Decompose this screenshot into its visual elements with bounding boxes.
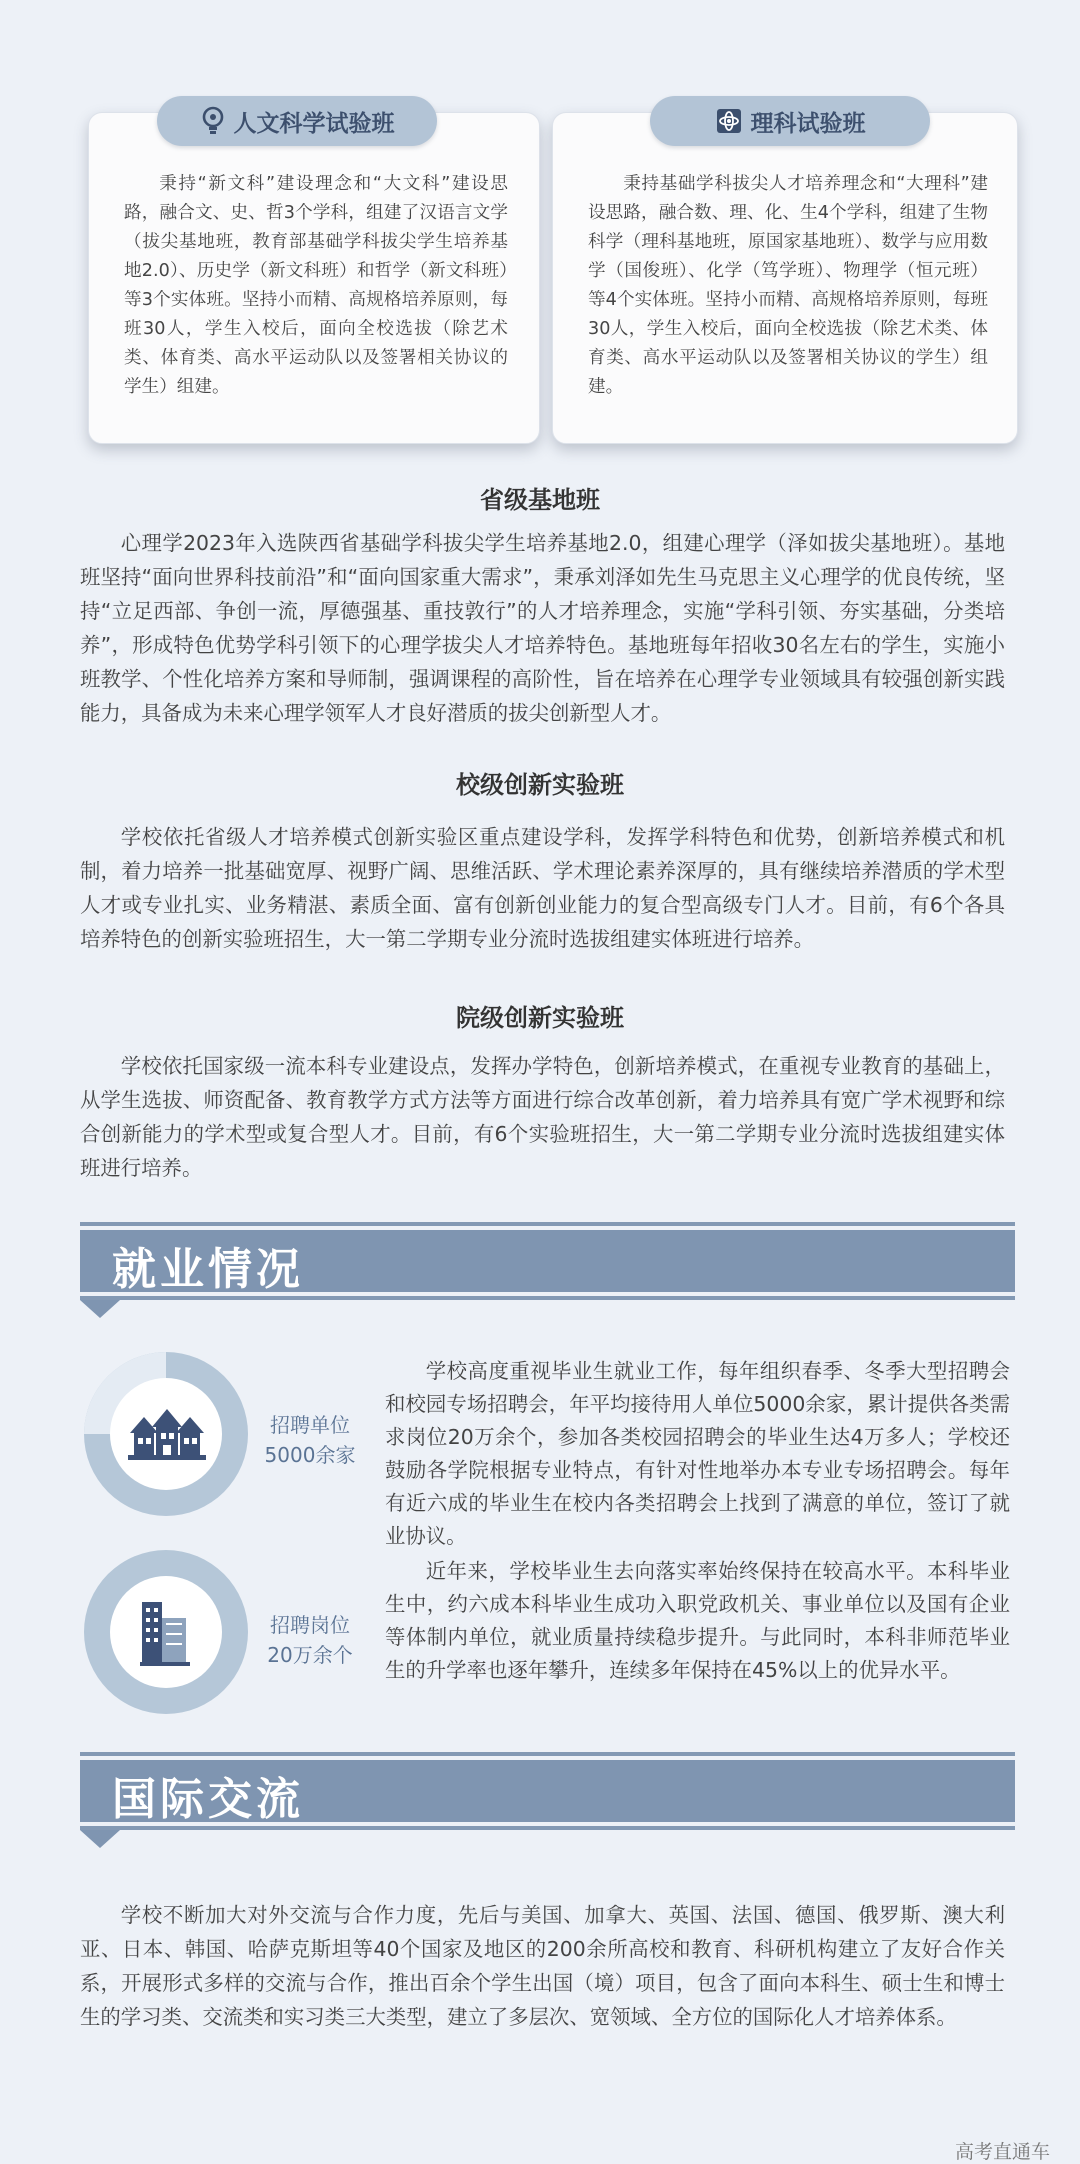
card-humanities-text: 秉持“新文科”建设理念和“大文科”建设思路，融合文、史、哲3个学科，组建了汉语言文学（拔尖基地班，教育部基础学科拔尖学生培养基地2.0）、历史学（新文科班）和哲学（新文科班）等3个实体班。坚持小而精、高规格培养原则，每班30人，学生入校后，面向全校选拔（除艺术类、体育类、高水平运动队以及签署相关协议的学生）组建。: [124, 174, 508, 397]
international-text: 学校不断加大对外交流与合作力度，先后与美国、加拿大、英国、法国、德国、俄罗斯、澳大利亚、日本、韩国、哈萨克斯坦等40个国家及地区的200余所高校和教育、科研机构建立了友好合作关系，开展形式多样的交流与合作，推出百余个学生出国（境）项目，包含了面向本科生、硕士生和博士生的学习类、交流类和实习类三大类型，建立了多层次、宽领域、全方位的国际化人才培养体系。: [80, 1903, 1005, 2029]
card-science-text: 秉持基础学科拔尖人才培养理念和“大理科”建设思路，融合数、理、化、生4个学科，组建了生物科学（理科基地班，原国家基地班）、数学与应用数学（国俊班）、化学（笃学班）、物理学（恒元班）等4个实体班。坚持小而精、高规格培养原则，每班30人，学生入校后，面向全校选拔（除艺术类、体育类、高水平运动队以及签署相关协议的学生）组建。: [588, 174, 988, 397]
section-text-college: 学校依托国家级一流本科专业建设点，发挥办学特色，创新培养模式，在重视专业教育的基础上，从学生选拔、师资配备、教育教学方式方法等方面进行综合改革创新，着力培养具有宽广学术视野和综合创新能力的学术型或复合型人才。目前，有6个实验班招生，大一第二学期专业分流时选拔组建实体班进行培养。: [80, 1054, 1005, 1180]
stat-label-positions: [255, 1610, 365, 1670]
atom-icon: [715, 107, 743, 135]
employment-paragraph-2: 近年来，学校毕业生去向落实率始终保持在较高水平。本科毕业生中，约六成本科毕业生成功入职党政机关、事业单位以及国有企业等体制内单位，就业质量持续稳步提升。与此同时，本科非师范毕业生的升学率也逐年攀升，连续多年保持在45%以上的优异水平。: [385, 1559, 1010, 1682]
employment-title: 就业情况: [112, 1244, 304, 1295]
card-science-title: 理科试验班: [750, 110, 866, 137]
stat-label-units: [255, 1410, 365, 1470]
international-banner-topline: [80, 1752, 1015, 1756]
section-title-school: 校级创新实验班: [456, 771, 624, 799]
section-title-college: 院级创新实验班: [456, 1004, 624, 1032]
stat-units-value: 5000余家: [264, 1443, 356, 1467]
stat-units-name: 招聘单位: [270, 1413, 350, 1437]
skyscraper-icon: [140, 1598, 190, 1668]
section-title-provincial: 省级基地班: [480, 486, 600, 514]
card-science-tag: [650, 96, 930, 146]
international-banner-tail: [80, 1830, 120, 1848]
card-humanities-tag: [157, 96, 437, 146]
section-text-school: 学校依托省级人才培养模式创新实验区重点建设学科，发挥学科特色和优势，创新培养模式和机制，着力培养一批基础宽厚、视野广阔、思维活跃、学术理论素养深厚的，具有继续培养潜质的学术型人才或专业扎实、业务精湛、素质全面、富有创新创业能力的复合型高级专门人才。目前，有6个各具培养特色的创新实验班招生，大一第二学期专业分流时选拔组建实体班进行培养。: [80, 825, 1005, 951]
lightbulb-icon: [200, 106, 226, 136]
card-humanities-title: 人文科学试验班: [233, 110, 395, 137]
footer-watermark: 高考直通车: [954, 2141, 1050, 2163]
international-title: 国际交流: [112, 1774, 304, 1825]
building-icon: [128, 1405, 206, 1463]
employment-paragraph-1: 学校高度重视毕业生就业工作，每年组织春季、冬季大型招聘会和校园专场招聘会，年平均接待用人单位5000余家，累计提供各类需求岗位20万余个，参加各类校园招聘会的毕业生达4万多人；学校还鼓励各学院根据专业特点，有针对性地举办本专业专场招聘会。每年有近六成的毕业生在校内各类招聘会上找到了满意的单位，签订了就业协议。: [385, 1359, 1010, 1548]
employment-banner-tail: [80, 1300, 120, 1318]
stat-positions-name: 招聘岗位: [270, 1613, 350, 1637]
employment-banner-topline: [80, 1222, 1015, 1226]
section-text-provincial: 心理学2023年入选陕西省基础学科拔尖学生培养基地2.0，组建心理学（泽如拔尖基地班）。基地班坚持“面向世界科技前沿”和“面向国家重大需求”，秉承刘泽如先生马克思主义心理学的优良传统，坚持“立足西部、争创一流，厚德强基、重技敦行”的人才培养理念，实施“学科引领、夯实基础，分类培养”，形成特色优势学科引领下的心理学拔尖人才培养特色。基地班每年招收30名左右的学生，实施小班教学、个性化培养方案和导师制，强调课程的高阶性，旨在培养在心理学专业领域具有较强创新实践能力，具备成为未来心理学领军人才良好潜质的拔尖创新型人才。: [80, 531, 1005, 725]
stat-positions-value: 20万余个: [267, 1643, 353, 1667]
